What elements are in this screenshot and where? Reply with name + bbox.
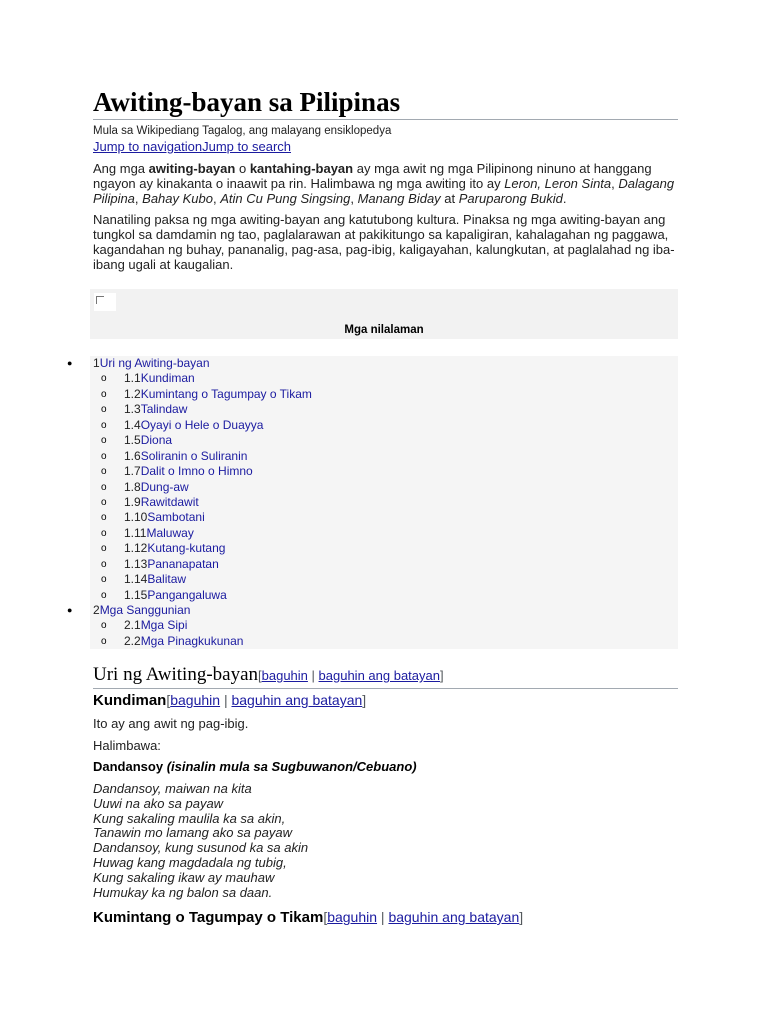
lyric-line: Huwag kang magdadala ng tubig, — [93, 854, 287, 870]
toc-item[interactable] — [90, 387, 678, 402]
toc-header — [90, 289, 678, 339]
separator: , — [350, 191, 358, 206]
toc-link[interactable]: Dung-aw — [140, 479, 189, 494]
toc-item[interactable] — [90, 541, 678, 556]
toc-number: 1.8 — [124, 479, 141, 494]
toc-link[interactable]: Sambotani — [147, 510, 205, 525]
intro-paragraph-2: Nanatiling paksa ng mga awiting-bayan ang katutubong kultura. Pinaksa ng mga awiting-bayan ang tungkol sa damdamin ng tao, paglalarawan at pakikitungo sa kapaligiran, kahalagahan ng paggawa, kagandahan ng buhay, pananalig, pag-asa, pag-ibig, kaligayahan, kalungkutan, at paglalahad ng iba-ibang ugali at kaugalian. — [93, 212, 675, 272]
toc-item[interactable] — [90, 464, 678, 479]
toc-item[interactable] — [90, 495, 678, 510]
section-heading-text: Kundiman — [93, 692, 167, 709]
bullet-circle-icon: o — [101, 450, 107, 462]
toc-link[interactable]: Rawitdawit — [140, 494, 199, 509]
lyric-line: Dandansoy, kung susunod ka sa akin — [93, 840, 309, 856]
example-label: Halimbawa: — [93, 738, 161, 753]
toc-link[interactable]: Maluway — [146, 525, 194, 540]
toc-item[interactable] — [67, 356, 678, 371]
toc-item[interactable] — [90, 634, 678, 649]
toc-link[interactable]: Mga Pinagkukunan — [140, 633, 244, 648]
separator: , — [611, 176, 619, 191]
edit-links — [323, 909, 523, 925]
separator: | — [220, 692, 232, 708]
toc-number: 2.2 — [124, 633, 141, 648]
toc-number: 1.15 — [124, 587, 148, 602]
toc-item[interactable] — [90, 480, 678, 495]
toc-link[interactable]: Dalit o Imno o Himno — [140, 464, 253, 479]
song-note: (isinalin mula sa Sugbuwanon/Cebuano) — [163, 759, 417, 774]
toc-item[interactable] — [90, 618, 678, 633]
toc-number: 1.11 — [124, 525, 147, 540]
toc-number: 1.14 — [124, 572, 148, 587]
toc-link[interactable]: Mga Sipi — [140, 618, 188, 633]
bullet-circle-icon: o — [101, 589, 107, 601]
bracket: ] — [519, 909, 524, 925]
separator: , — [213, 191, 221, 206]
bullet-circle-icon: o — [101, 404, 107, 416]
bullet-circle-icon: o — [101, 388, 107, 400]
toc-link[interactable]: Talindaw — [140, 402, 188, 417]
toc-title: Mga nilalaman — [344, 324, 424, 336]
edit-links — [166, 692, 366, 708]
toc-link[interactable]: Kumintang o Tagumpay o Tikam — [140, 386, 312, 401]
lyric-line: Kung sakaling ikaw ay mauhaw — [93, 869, 275, 885]
song-name: Dalagang Pilipina — [93, 176, 675, 206]
toc-item[interactable] — [90, 526, 678, 541]
bullet-circle-icon: o — [101, 481, 107, 493]
lyric-line: Tanawin mo lamang ako sa payaw — [93, 825, 292, 841]
toc-number: 1.5 — [124, 433, 141, 448]
toc-link[interactable]: Kutang-kutang — [147, 541, 226, 556]
toc-number: 1 — [93, 356, 100, 370]
edit-links — [258, 668, 444, 683]
toc-number: 1.1 — [124, 371, 141, 386]
bracket: ] — [362, 692, 367, 708]
bullet-circle-icon: o — [101, 373, 107, 385]
bullet-circle-icon: o — [101, 466, 107, 478]
separator: | — [377, 909, 389, 925]
toc-number: 1.2 — [124, 386, 141, 401]
toc-list — [67, 356, 678, 649]
bullet-circle-icon: o — [101, 512, 107, 524]
edit-source-link[interactable]: baguhin ang batayan — [231, 692, 363, 708]
bullet-circle-icon: o — [101, 527, 107, 539]
toc-number: 1.9 — [124, 494, 141, 509]
edit-link[interactable]: baguhin — [170, 692, 221, 708]
section-heading-kumintang — [93, 908, 678, 927]
toc-number: 1.10 — [124, 510, 148, 525]
jump-links — [93, 139, 678, 155]
lyric-line: Kung sakaling maulila ka sa akin, — [93, 810, 286, 826]
toc-item[interactable] — [90, 433, 678, 448]
section-heading-kundiman — [93, 691, 678, 710]
toc-item[interactable] — [90, 572, 678, 587]
section-heading-uri — [93, 664, 678, 689]
song-heading — [93, 759, 417, 774]
edit-source-link[interactable]: baguhin ang batayan — [388, 909, 520, 925]
bullet-circle-icon: o — [101, 435, 107, 447]
section-heading-text: Uri ng Awiting-bayan — [93, 664, 259, 685]
edit-link[interactable]: baguhin — [327, 909, 378, 925]
separator: , — [134, 191, 143, 206]
toc-item[interactable] — [90, 557, 678, 572]
toc-number: 1.4 — [124, 417, 141, 432]
bullet-circle-icon: o — [101, 419, 107, 431]
toc-item[interactable] — [90, 371, 678, 386]
toc-number: 1.7 — [124, 464, 141, 479]
toc-item[interactable] — [67, 603, 678, 618]
lyric-line: Humukay ka ng balon sa daan. — [93, 884, 273, 900]
separator: at — [440, 191, 459, 206]
song-name: Leron, Leron Sinta — [504, 176, 612, 191]
toc-number: 1.13 — [124, 556, 148, 571]
separator: | — [307, 668, 319, 683]
separator: . — [562, 191, 567, 206]
toc-number: 2.1 — [124, 618, 141, 633]
bracket: [ — [166, 692, 171, 708]
song-name: Bahay Kubo — [142, 191, 213, 206]
intro-text: ay mga awit ng mga Pilipinong ninuno at hanggang ngayon ay kinakanta o inaawit pa rin. Halimbawa ng mga awiting ito ay — [93, 161, 652, 191]
intro-text: o — [235, 161, 250, 176]
toc-number: 1.6 — [124, 448, 141, 463]
bullet-circle-icon: o — [101, 558, 107, 570]
bullet-disc-icon: ● — [67, 605, 73, 615]
article — [67, 86, 678, 926]
toc-item[interactable] — [90, 588, 678, 603]
toc-link[interactable]: Soliranin o Suliranin — [140, 448, 248, 463]
jump-to-search-link[interactable]: Jump to search — [202, 139, 291, 154]
song-name: Atin Cu Pung Singsing — [220, 191, 351, 206]
toc-number: 1.3 — [124, 402, 141, 417]
tagline: Mula sa Wikipediang Tagalog, ang malayang ensiklopedya — [93, 125, 392, 137]
edit-link[interactable]: baguhin — [261, 668, 308, 683]
toc-link[interactable]: Diona — [140, 433, 173, 448]
intro-paragraph-1 — [93, 161, 678, 206]
bullet-circle-icon: o — [101, 496, 107, 508]
bullet-circle-icon: o — [101, 543, 107, 555]
toc-item[interactable] — [90, 402, 678, 417]
toc-number: 1.12 — [124, 541, 148, 556]
toc-link[interactable]: Kundiman — [140, 371, 195, 386]
toc-item[interactable] — [90, 510, 678, 525]
toc-link[interactable]: Uri ng Awiting-bayan — [99, 356, 210, 370]
toc-number: 2 — [93, 603, 100, 617]
page-title: Awiting-bayan sa Pilipinas — [93, 86, 678, 120]
bracket: [ — [258, 668, 262, 683]
toc-item[interactable] — [90, 449, 678, 464]
jump-to-navigation-link[interactable]: Jump to navigation — [93, 139, 203, 154]
toc-link[interactable]: Pangangaluwa — [147, 587, 227, 602]
kundiman-description: Ito ay ang awit ng pag-ibig. — [93, 716, 249, 731]
term-awiting-bayan: awiting-bayan — [148, 161, 236, 176]
term-kantahing-bayan: kantahing-bayan — [249, 161, 354, 176]
lyrics — [93, 782, 308, 900]
toc-link[interactable]: Mga Sanggunian — [99, 603, 191, 617]
bracket: [ — [323, 909, 328, 925]
checkbox-icon — [96, 296, 104, 304]
toc-link[interactable]: Pananapatan — [147, 556, 219, 571]
toc-link[interactable]: Balitaw — [147, 572, 187, 587]
bullet-circle-icon: o — [101, 574, 107, 586]
lyric-line: Dandansoy, maiwan na kita — [93, 781, 252, 796]
section-heading-text: Kumintang o Tagumpay o Tikam — [93, 909, 324, 926]
lyric-line: Uuwi na ako sa payaw — [93, 795, 224, 811]
song-name: Manang Biday — [357, 191, 441, 206]
bullet-disc-icon: ● — [67, 358, 73, 368]
bracket: ] — [439, 668, 444, 683]
bullet-circle-icon: o — [101, 635, 107, 647]
toc-item[interactable] — [90, 418, 678, 433]
bullet-circle-icon: o — [101, 620, 107, 632]
song-name: Paruparong Bukid — [458, 191, 563, 206]
toc-link[interactable]: Oyayi o Hele o Duayya — [140, 417, 264, 432]
song-title: Dandansoy — [93, 759, 164, 774]
intro-text: Ang mga — [93, 161, 149, 176]
toc-toggle-checkbox[interactable] — [94, 293, 116, 311]
edit-source-link[interactable]: baguhin ang batayan — [318, 668, 440, 683]
